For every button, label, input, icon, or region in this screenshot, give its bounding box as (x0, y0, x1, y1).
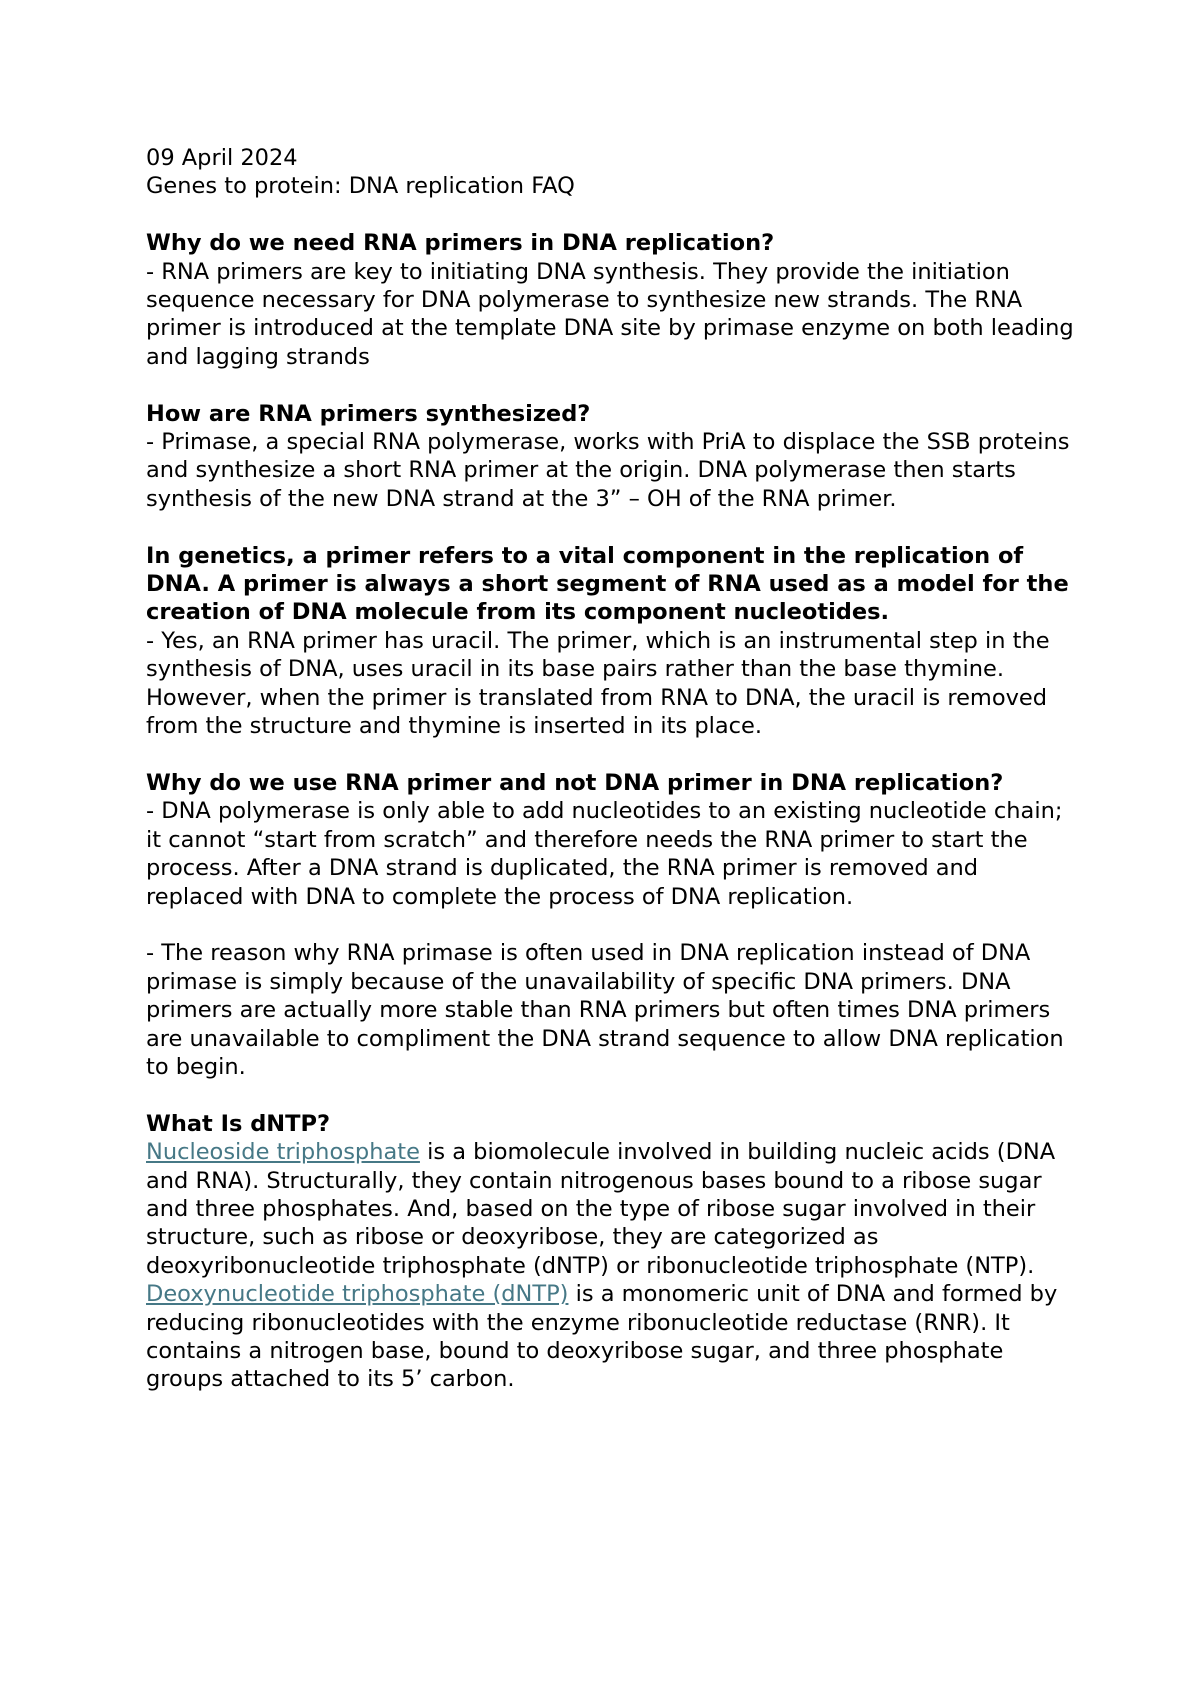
document-date: 09 April 2024 (146, 145, 298, 171)
paragraph-text: is a biomolecule involved in building nucleic acids (DNA and RNA). Structurally, they contain nitrogenous bases bound to a ribose sugar and three phosphates. And, based on the type of ribose sugar involved in their structure, such as ribose or deoxyribose, they are categorized as deoxyribonucleotide triphosphate (dNTP) or ribonucleotide triphosphate (NTP). (146, 1139, 1056, 1279)
spacer (146, 740, 1076, 768)
faq-paragraph (146, 1280, 1076, 1394)
faq-answer: - DNA polymerase is only able to add nucleotides to an existing nucleotide chain; it cannot “start from scratch” and therefore needs the RNA primer to start the process. After a DNA strand is duplicated, the RNA primer is removed and replaced with DNA to complete the process of DNA replication. (146, 798, 1063, 910)
faq-answer: - Yes, an RNA primer has uracil. The primer, which is an instrumental step in the synthesis of DNA, uses uracil in its base pairs rather than the base thymine. However, when the primer is translated from RNA to DNA, the uracil is removed from the structure and thymine is inserted in its place. (146, 627, 1050, 740)
spacer (146, 371, 1076, 399)
spacer (146, 201, 1076, 229)
faq-question: How are RNA primers synthesized? (146, 400, 591, 427)
spacer (146, 513, 1076, 541)
faq-answer: - Primase, a special RNA polymerase, works with PriA to displace the SSB proteins and synthesize a short RNA primer at the origin. DNA polymerase then starts synthesis of the new DNA strand at the 3” – OH of the RNA primer. (146, 429, 1070, 512)
faq-answer: - RNA primers are key to initiating DNA synthesis. They provide the initiation sequence necessary for DNA polymerase to synthesize new strands. The RNA primer is introduced at the template DNA site by primase enzyme on both leading and lagging strands (146, 258, 1074, 370)
nucleoside-triphosphate-link[interactable]: Nucleoside triphosphate (146, 1139, 420, 1166)
spacer (146, 1081, 1076, 1109)
document-title: Genes to protein: DNA replication FAQ (146, 173, 575, 200)
dntp-link[interactable]: Deoxynucleotide triphosphate (dNTP) (146, 1281, 569, 1308)
faq-question: Why do we need RNA primers in DNA replication? (146, 230, 775, 257)
faq-question: What Is dNTP? (146, 1110, 331, 1137)
faq-paragraph (146, 1138, 1076, 1280)
faq-question: Why do we use RNA primer and not DNA primer in DNA replication? (146, 769, 1004, 796)
spacer (146, 911, 1076, 939)
faq-question: In genetics, a primer refers to a vital component in the replication of DNA. A primer is always a short segment of RNA used as a model for the creation of DNA molecule from its component nucleotides. (146, 542, 1069, 626)
document-page (146, 144, 1076, 1394)
paragraph-text: is a monomeric unit of DNA and formed by reducing ribonucleotides with the enzyme ribonucleotide reductase (RNR). It contains a nitrogen base, bound to deoxyribose sugar, and three phosphate groups attached to its 5’ carbon. (146, 1281, 1058, 1393)
faq-answer: - The reason why RNA primase is often used in DNA replication instead of DNA primase is simply because of the unavailability of specific DNA primers. DNA primers are actually more stable than RNA primers but often times DNA primers are unavailable to compliment the DNA strand sequence to allow DNA replication to begin. (146, 940, 1064, 1080)
